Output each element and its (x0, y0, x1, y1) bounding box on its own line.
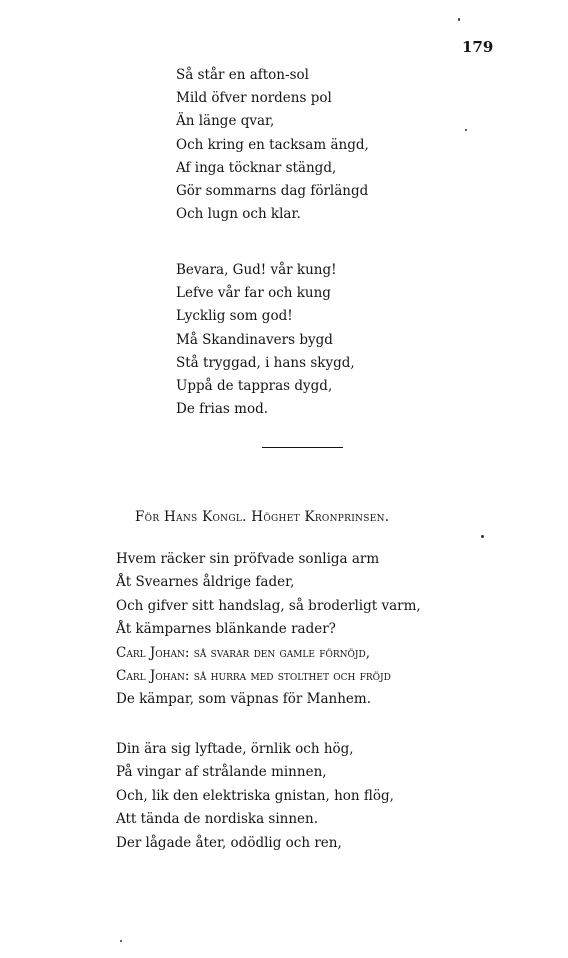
section-divider (262, 447, 343, 448)
print-speck (120, 940, 122, 942)
verse-line: Åt Svearnes åldrige fader, (116, 574, 295, 591)
verse-line: De kämpar, som väpnas för Manhem. (116, 691, 372, 708)
verse-line: Lycklig som god! (176, 308, 293, 325)
verse-line: Och, lik den elektriska gnistan, hon flög, (116, 787, 394, 804)
verse-line: Och gifver sitt handslag, så broderligt varm, (116, 597, 421, 614)
verse-line: Din ära sig lyftade, örnlik och hög, (116, 741, 354, 757)
verse-line: Lefve vår far och kung (176, 285, 331, 302)
verse-line: Gör sommarns dag förlängd (176, 183, 369, 200)
verse-line: Åt kämparnes blänkande rader? (116, 621, 336, 638)
verse-line: Mild öfver nordens pol (176, 90, 332, 107)
poem-1-stanza-2 (176, 259, 355, 421)
poem-1-stanza-1 (176, 64, 369, 226)
poem-2-heading: För Hans Kongl. Höghet Kronprinsen. (135, 509, 390, 525)
verse-line: Må Skandinavers bygd (176, 331, 333, 348)
verse-line: Bevara, Gud! vår kung! (176, 262, 337, 278)
verse-line: Carl Johan: så svarar den gamle förnöjd, (116, 644, 371, 661)
verse-line: Att tända de nordiska sinnen. (116, 811, 319, 828)
verse-line: Än länge qvar, (176, 113, 275, 130)
print-speck (481, 535, 484, 538)
print-speck (465, 129, 467, 131)
poem-2-stanza-1 (116, 548, 421, 712)
verse-line: Och kring en tacksam ängd, (176, 136, 369, 153)
verse-line: Der lågade åter, odödlig och ren, (116, 834, 342, 851)
verse-line: Och lugn och klar. (176, 206, 301, 223)
verse-line: Så står en afton-sol (176, 67, 309, 83)
poem-2-stanza-2 (116, 738, 394, 855)
verse-line: De frias mod. (176, 401, 269, 418)
verse-line: På vingar af strålande minnen, (116, 764, 327, 781)
verse-line: Af inga töcknar stängd, (176, 159, 337, 176)
print-speck (458, 18, 460, 21)
verse-line: Stå tryggad, i hans skygd, (176, 354, 355, 371)
verse-line: Uppå de tappras dygd, (176, 378, 333, 395)
verse-line: Hvem räcker sin pröfvade sonliga arm (116, 551, 380, 567)
verse-line: Carl Johan: så hurra med stolthet och fröjd (116, 668, 391, 685)
page-number: 179 (462, 38, 494, 56)
